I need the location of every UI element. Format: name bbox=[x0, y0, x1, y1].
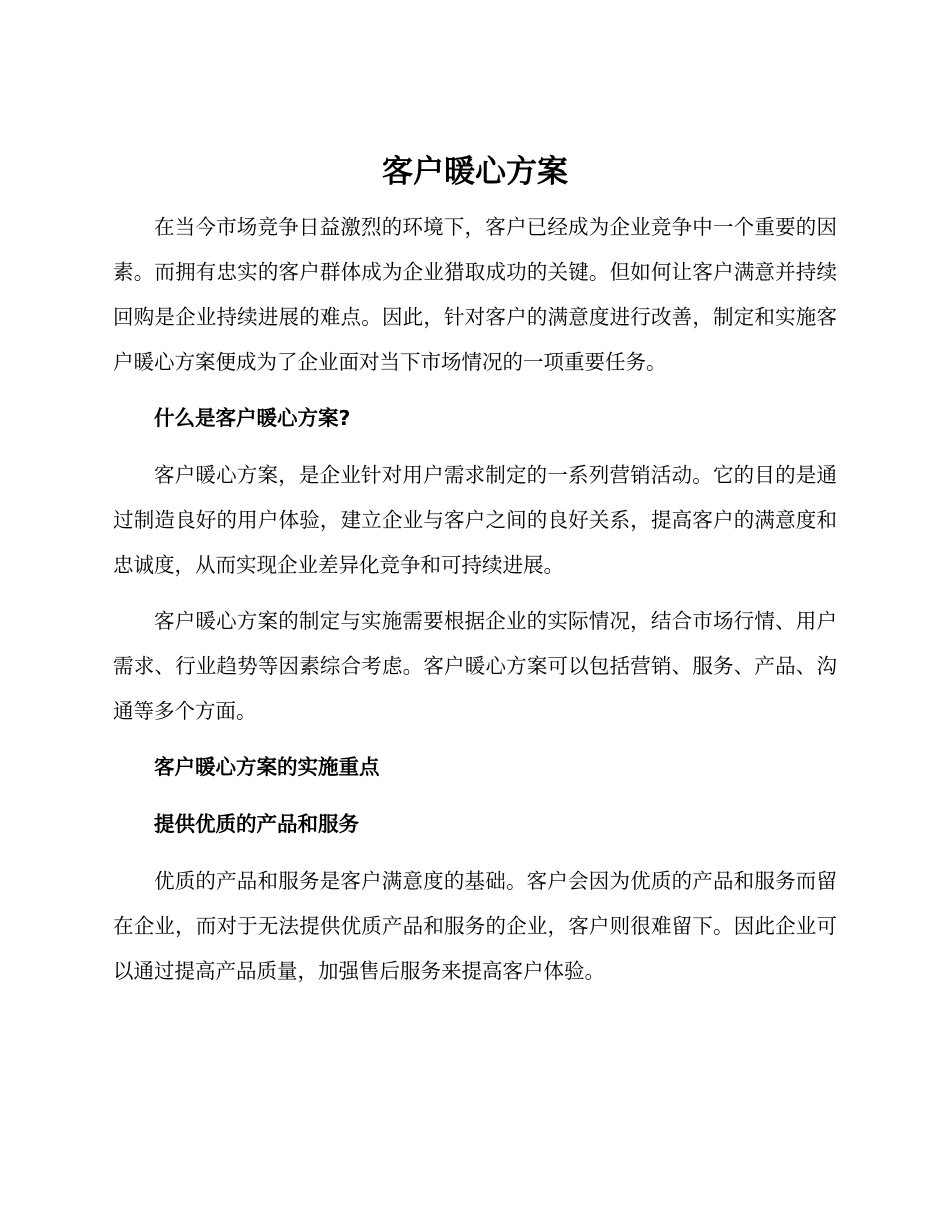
document-title: 客户暖心方案 bbox=[382, 154, 568, 190]
section-heading-key-points: 客户暖心方案的实施重点 bbox=[154, 755, 380, 779]
subsection-heading-quality: 提供优质的产品和服务 bbox=[154, 812, 359, 836]
quality-paragraph: 优质的产品和服务是客户满意度的基础。客户会因为优质的产品和服务而留在企业，而对于无法提供优质产品和服务的企业，客户则很难留下。因此企业可以通过提高产品质量，加强售后服务来提高客户体验。 bbox=[113, 869, 837, 983]
section-heading-what-is: 什么是客户暖心方案? bbox=[154, 406, 351, 430]
intro-paragraph: 在当今市场竞争日益激烈的环境下，客户已经成为企业竞争中一个重要的因素。而拥有忠实的客户群体成为企业猎取成功的关键。但如何让客户满意并持续回购是企业持续进展的难点。因此，针对客户的满意度进行改善，制定和实施客户暖心方案便成为了企业面对当下市场情况的一项重要任务。 bbox=[113, 215, 837, 374]
definition-paragraph: 客户暖心方案，是企业针对用户需求制定的一系列营销活动。它的目的是通过制造良好的用户体验，建立企业与客户之间的良好关系，提高客户的满意度和忠诚度，从而实现企业差异化竞争和可持续进展。 bbox=[113, 463, 837, 577]
scope-paragraph: 客户暖心方案的制定与实施需要根据企业的实际情况，结合市场行情、用户需求、行业趋势等因素综合考虑。客户暖心方案可以包括营销、服务、产品、沟通等多个方面。 bbox=[113, 609, 837, 723]
